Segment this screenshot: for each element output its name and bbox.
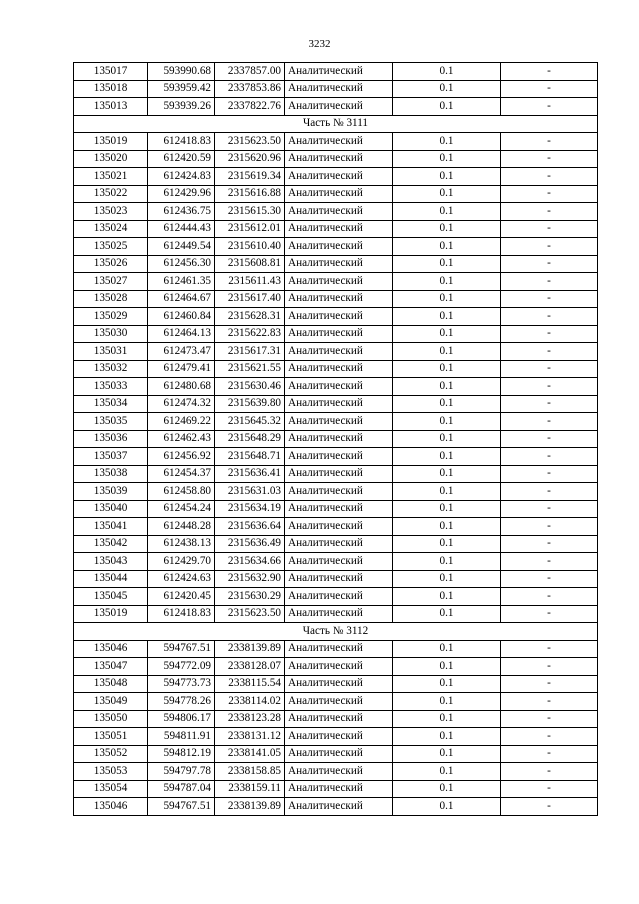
point-id-cell: 135040 [74, 500, 148, 518]
accuracy-cell: 0.1 [393, 763, 501, 781]
accuracy-cell: 0.1 [393, 780, 501, 798]
x-coordinate-cell: 612461.35 [148, 273, 215, 291]
y-coordinate-cell: 2315622.83 [215, 325, 285, 343]
y-coordinate-cell: 2338128.07 [215, 658, 285, 676]
point-id-cell: 135047 [74, 658, 148, 676]
accuracy-cell: 0.1 [393, 378, 501, 396]
y-coordinate-cell: 2338139.89 [215, 640, 285, 658]
y-coordinate-cell: 2315648.29 [215, 430, 285, 448]
note-cell: - [501, 465, 598, 483]
accuracy-cell: 0.1 [393, 360, 501, 378]
accuracy-cell: 0.1 [393, 255, 501, 273]
point-id-cell: 135052 [74, 745, 148, 763]
table-row [74, 308, 598, 326]
table-row [74, 238, 598, 256]
point-id-cell: 135042 [74, 535, 148, 553]
note-cell: - [501, 98, 598, 116]
point-id-cell: 135029 [74, 308, 148, 326]
method-cell: Аналитический [285, 588, 393, 606]
y-coordinate-cell: 2338159.11 [215, 780, 285, 798]
method-cell: Аналитический [285, 780, 393, 798]
note-cell: - [501, 308, 598, 326]
table-row [74, 413, 598, 431]
table-row [74, 640, 598, 658]
table-row [74, 588, 598, 606]
y-coordinate-cell: 2315636.41 [215, 465, 285, 483]
method-cell: Аналитический [285, 465, 393, 483]
y-coordinate-cell: 2315610.40 [215, 238, 285, 256]
point-id-cell: 135043 [74, 553, 148, 571]
note-cell: - [501, 605, 598, 623]
note-cell: - [501, 273, 598, 291]
accuracy-cell: 0.1 [393, 80, 501, 98]
accuracy-cell: 0.1 [393, 413, 501, 431]
method-cell: Аналитический [285, 273, 393, 291]
coordinates-table [73, 62, 598, 816]
point-id-cell: 135017 [74, 63, 148, 81]
x-coordinate-cell: 594806.17 [148, 710, 215, 728]
method-cell: Аналитический [285, 483, 393, 501]
note-cell: - [501, 693, 598, 711]
table-row [74, 553, 598, 571]
note-cell: - [501, 360, 598, 378]
x-coordinate-cell: 612469.22 [148, 413, 215, 431]
table-row [74, 500, 598, 518]
table-row [74, 360, 598, 378]
x-coordinate-cell: 612464.67 [148, 290, 215, 308]
point-id-cell: 135046 [74, 640, 148, 658]
method-cell: Аналитический [285, 395, 393, 413]
note-cell: - [501, 763, 598, 781]
table-row [74, 483, 598, 501]
y-coordinate-cell: 2315636.49 [215, 535, 285, 553]
y-coordinate-cell: 2315616.88 [215, 185, 285, 203]
y-coordinate-cell: 2338158.85 [215, 763, 285, 781]
table-row [74, 80, 598, 98]
x-coordinate-cell: 612424.63 [148, 570, 215, 588]
note-cell: - [501, 728, 598, 746]
section-header-row [74, 623, 598, 641]
accuracy-cell: 0.1 [393, 238, 501, 256]
point-id-cell: 135021 [74, 168, 148, 186]
y-coordinate-cell: 2315630.29 [215, 588, 285, 606]
method-cell: Аналитический [285, 518, 393, 536]
accuracy-cell: 0.1 [393, 728, 501, 746]
x-coordinate-cell: 612480.68 [148, 378, 215, 396]
x-coordinate-cell: 594812.19 [148, 745, 215, 763]
note-cell: - [501, 745, 598, 763]
method-cell: Аналитический [285, 500, 393, 518]
y-coordinate-cell: 2338131.12 [215, 728, 285, 746]
method-cell: Аналитический [285, 763, 393, 781]
point-id-cell: 135037 [74, 448, 148, 466]
x-coordinate-cell: 612418.83 [148, 133, 215, 151]
x-coordinate-cell: 593990.68 [148, 63, 215, 81]
table-row [74, 658, 598, 676]
y-coordinate-cell: 2315623.50 [215, 133, 285, 151]
method-cell: Аналитический [285, 133, 393, 151]
accuracy-cell: 0.1 [393, 553, 501, 571]
point-id-cell: 135045 [74, 588, 148, 606]
method-cell: Аналитический [285, 675, 393, 693]
point-id-cell: 135036 [74, 430, 148, 448]
x-coordinate-cell: 612429.70 [148, 553, 215, 571]
point-id-cell: 135018 [74, 80, 148, 98]
table-row [74, 273, 598, 291]
method-cell: Аналитический [285, 343, 393, 361]
table-row [74, 395, 598, 413]
x-coordinate-cell: 593959.42 [148, 80, 215, 98]
method-cell: Аналитический [285, 798, 393, 816]
x-coordinate-cell: 594773.73 [148, 675, 215, 693]
x-coordinate-cell: 612456.92 [148, 448, 215, 466]
method-cell: Аналитический [285, 448, 393, 466]
table-row [74, 518, 598, 536]
accuracy-cell: 0.1 [393, 168, 501, 186]
accuracy-cell: 0.1 [393, 518, 501, 536]
method-cell: Аналитический [285, 360, 393, 378]
coordinates-table-body [74, 63, 598, 816]
method-cell: Аналитический [285, 535, 393, 553]
section-header-row [74, 115, 598, 133]
x-coordinate-cell: 594772.09 [148, 658, 215, 676]
note-cell: - [501, 325, 598, 343]
note-cell: - [501, 448, 598, 466]
method-cell: Аналитический [285, 378, 393, 396]
table-row [74, 133, 598, 151]
note-cell: - [501, 675, 598, 693]
note-cell: - [501, 168, 598, 186]
table-row [74, 255, 598, 273]
x-coordinate-cell: 612448.28 [148, 518, 215, 536]
note-cell: - [501, 500, 598, 518]
note-cell: - [501, 710, 598, 728]
table-row [74, 448, 598, 466]
point-id-cell: 135019 [74, 133, 148, 151]
point-id-cell: 135020 [74, 150, 148, 168]
method-cell: Аналитический [285, 150, 393, 168]
note-cell: - [501, 378, 598, 396]
table-row [74, 570, 598, 588]
method-cell: Аналитический [285, 570, 393, 588]
note-cell: - [501, 343, 598, 361]
accuracy-cell: 0.1 [393, 343, 501, 361]
accuracy-cell: 0.1 [393, 483, 501, 501]
accuracy-cell: 0.1 [393, 465, 501, 483]
method-cell: Аналитический [285, 728, 393, 746]
y-coordinate-cell: 2315636.64 [215, 518, 285, 536]
accuracy-cell: 0.1 [393, 588, 501, 606]
note-cell: - [501, 395, 598, 413]
table-row [74, 728, 598, 746]
accuracy-cell: 0.1 [393, 693, 501, 711]
x-coordinate-cell: 593939.26 [148, 98, 215, 116]
y-coordinate-cell: 2315611.43 [215, 273, 285, 291]
table-row [74, 325, 598, 343]
point-id-cell: 135028 [74, 290, 148, 308]
note-cell: - [501, 640, 598, 658]
point-id-cell: 135024 [74, 220, 148, 238]
accuracy-cell: 0.1 [393, 220, 501, 238]
method-cell: Аналитический [285, 553, 393, 571]
point-id-cell: 135022 [74, 185, 148, 203]
accuracy-cell: 0.1 [393, 308, 501, 326]
point-id-cell: 135046 [74, 798, 148, 816]
y-coordinate-cell: 2315634.19 [215, 500, 285, 518]
x-coordinate-cell: 612454.37 [148, 465, 215, 483]
method-cell: Аналитический [285, 325, 393, 343]
point-id-cell: 135030 [74, 325, 148, 343]
x-coordinate-cell: 612464.13 [148, 325, 215, 343]
table-row [74, 605, 598, 623]
point-id-cell: 135027 [74, 273, 148, 291]
method-cell: Аналитический [285, 238, 393, 256]
x-coordinate-cell: 612436.75 [148, 203, 215, 221]
accuracy-cell: 0.1 [393, 710, 501, 728]
section-title: Часть № 3111 [74, 115, 598, 133]
y-coordinate-cell: 2315621.55 [215, 360, 285, 378]
y-coordinate-cell: 2337853.86 [215, 80, 285, 98]
method-cell: Аналитический [285, 80, 393, 98]
method-cell: Аналитический [285, 168, 393, 186]
x-coordinate-cell: 612449.54 [148, 238, 215, 256]
x-coordinate-cell: 612454.24 [148, 500, 215, 518]
note-cell: - [501, 150, 598, 168]
y-coordinate-cell: 2337857.00 [215, 63, 285, 81]
section-title: Часть № 3112 [74, 623, 598, 641]
table-row [74, 378, 598, 396]
x-coordinate-cell: 612444.43 [148, 220, 215, 238]
accuracy-cell: 0.1 [393, 658, 501, 676]
x-coordinate-cell: 594811.91 [148, 728, 215, 746]
method-cell: Аналитический [285, 203, 393, 221]
point-id-cell: 135038 [74, 465, 148, 483]
point-id-cell: 135041 [74, 518, 148, 536]
accuracy-cell: 0.1 [393, 133, 501, 151]
point-id-cell: 135049 [74, 693, 148, 711]
table-row [74, 150, 598, 168]
x-coordinate-cell: 594767.51 [148, 640, 215, 658]
accuracy-cell: 0.1 [393, 325, 501, 343]
table-row [74, 98, 598, 116]
note-cell: - [501, 413, 598, 431]
y-coordinate-cell: 2315631.03 [215, 483, 285, 501]
y-coordinate-cell: 2315639.80 [215, 395, 285, 413]
accuracy-cell: 0.1 [393, 63, 501, 81]
accuracy-cell: 0.1 [393, 273, 501, 291]
x-coordinate-cell: 612473.47 [148, 343, 215, 361]
note-cell: - [501, 203, 598, 221]
point-id-cell: 135025 [74, 238, 148, 256]
x-coordinate-cell: 594778.26 [148, 693, 215, 711]
x-coordinate-cell: 594797.78 [148, 763, 215, 781]
method-cell: Аналитический [285, 220, 393, 238]
x-coordinate-cell: 612418.83 [148, 605, 215, 623]
note-cell: - [501, 483, 598, 501]
note-cell: - [501, 780, 598, 798]
y-coordinate-cell: 2315628.31 [215, 308, 285, 326]
accuracy-cell: 0.1 [393, 290, 501, 308]
x-coordinate-cell: 612420.59 [148, 150, 215, 168]
accuracy-cell: 0.1 [393, 745, 501, 763]
x-coordinate-cell: 612462.43 [148, 430, 215, 448]
point-id-cell: 135053 [74, 763, 148, 781]
table-row [74, 168, 598, 186]
note-cell: - [501, 553, 598, 571]
y-coordinate-cell: 2315615.30 [215, 203, 285, 221]
y-coordinate-cell: 2315632.90 [215, 570, 285, 588]
x-coordinate-cell: 594767.51 [148, 798, 215, 816]
y-coordinate-cell: 2338139.89 [215, 798, 285, 816]
point-id-cell: 135054 [74, 780, 148, 798]
x-coordinate-cell: 612479.41 [148, 360, 215, 378]
note-cell: - [501, 570, 598, 588]
point-id-cell: 135032 [74, 360, 148, 378]
table-row [74, 343, 598, 361]
method-cell: Аналитический [285, 693, 393, 711]
accuracy-cell: 0.1 [393, 675, 501, 693]
note-cell: - [501, 238, 598, 256]
y-coordinate-cell: 2315619.34 [215, 168, 285, 186]
point-id-cell: 135048 [74, 675, 148, 693]
y-coordinate-cell: 2315634.66 [215, 553, 285, 571]
note-cell: - [501, 220, 598, 238]
note-cell: - [501, 658, 598, 676]
accuracy-cell: 0.1 [393, 798, 501, 816]
table-row [74, 535, 598, 553]
note-cell: - [501, 63, 598, 81]
method-cell: Аналитический [285, 658, 393, 676]
accuracy-cell: 0.1 [393, 430, 501, 448]
method-cell: Аналитический [285, 185, 393, 203]
point-id-cell: 135044 [74, 570, 148, 588]
y-coordinate-cell: 2315620.96 [215, 150, 285, 168]
table-row [74, 675, 598, 693]
x-coordinate-cell: 612420.45 [148, 588, 215, 606]
table-row [74, 63, 598, 81]
point-id-cell: 135039 [74, 483, 148, 501]
x-coordinate-cell: 612460.84 [148, 308, 215, 326]
page-number: 3232 [308, 38, 331, 50]
table-row [74, 185, 598, 203]
accuracy-cell: 0.1 [393, 605, 501, 623]
y-coordinate-cell: 2315612.01 [215, 220, 285, 238]
method-cell: Аналитический [285, 413, 393, 431]
y-coordinate-cell: 2338141.05 [215, 745, 285, 763]
y-coordinate-cell: 2315645.32 [215, 413, 285, 431]
y-coordinate-cell: 2315630.46 [215, 378, 285, 396]
accuracy-cell: 0.1 [393, 500, 501, 518]
x-coordinate-cell: 612429.96 [148, 185, 215, 203]
y-coordinate-cell: 2337822.76 [215, 98, 285, 116]
point-id-cell: 135026 [74, 255, 148, 273]
point-id-cell: 135050 [74, 710, 148, 728]
point-id-cell: 135034 [74, 395, 148, 413]
accuracy-cell: 0.1 [393, 185, 501, 203]
method-cell: Аналитический [285, 308, 393, 326]
point-id-cell: 135031 [74, 343, 148, 361]
method-cell: Аналитический [285, 710, 393, 728]
table-row [74, 745, 598, 763]
method-cell: Аналитический [285, 745, 393, 763]
note-cell: - [501, 518, 598, 536]
accuracy-cell: 0.1 [393, 98, 501, 116]
point-id-cell: 135035 [74, 413, 148, 431]
table-row [74, 693, 598, 711]
method-cell: Аналитический [285, 605, 393, 623]
note-cell: - [501, 535, 598, 553]
x-coordinate-cell: 612474.32 [148, 395, 215, 413]
note-cell: - [501, 255, 598, 273]
table-row [74, 710, 598, 728]
x-coordinate-cell: 612456.30 [148, 255, 215, 273]
note-cell: - [501, 798, 598, 816]
note-cell: - [501, 133, 598, 151]
table-row [74, 430, 598, 448]
method-cell: Аналитический [285, 290, 393, 308]
note-cell: - [501, 290, 598, 308]
y-coordinate-cell: 2338123.28 [215, 710, 285, 728]
method-cell: Аналитический [285, 63, 393, 81]
x-coordinate-cell: 594787.04 [148, 780, 215, 798]
accuracy-cell: 0.1 [393, 640, 501, 658]
accuracy-cell: 0.1 [393, 535, 501, 553]
table-row [74, 780, 598, 798]
x-coordinate-cell: 612424.83 [148, 168, 215, 186]
note-cell: - [501, 430, 598, 448]
point-id-cell: 135019 [74, 605, 148, 623]
table-row [74, 220, 598, 238]
y-coordinate-cell: 2315648.71 [215, 448, 285, 466]
y-coordinate-cell: 2338114.02 [215, 693, 285, 711]
table-row [74, 798, 598, 816]
point-id-cell: 135023 [74, 203, 148, 221]
y-coordinate-cell: 2315608.81 [215, 255, 285, 273]
accuracy-cell: 0.1 [393, 448, 501, 466]
table-row [74, 203, 598, 221]
note-cell: - [501, 185, 598, 203]
point-id-cell: 135013 [74, 98, 148, 116]
point-id-cell: 135051 [74, 728, 148, 746]
x-coordinate-cell: 612458.80 [148, 483, 215, 501]
point-id-cell: 135033 [74, 378, 148, 396]
note-cell: - [501, 588, 598, 606]
y-coordinate-cell: 2315623.50 [215, 605, 285, 623]
y-coordinate-cell: 2315617.40 [215, 290, 285, 308]
accuracy-cell: 0.1 [393, 203, 501, 221]
accuracy-cell: 0.1 [393, 395, 501, 413]
method-cell: Аналитический [285, 255, 393, 273]
method-cell: Аналитический [285, 430, 393, 448]
method-cell: Аналитический [285, 640, 393, 658]
method-cell: Аналитический [285, 98, 393, 116]
table-row [74, 290, 598, 308]
accuracy-cell: 0.1 [393, 570, 501, 588]
table-row [74, 465, 598, 483]
table-row [74, 763, 598, 781]
accuracy-cell: 0.1 [393, 150, 501, 168]
note-cell: - [501, 80, 598, 98]
y-coordinate-cell: 2338115.54 [215, 675, 285, 693]
x-coordinate-cell: 612438.13 [148, 535, 215, 553]
y-coordinate-cell: 2315617.31 [215, 343, 285, 361]
